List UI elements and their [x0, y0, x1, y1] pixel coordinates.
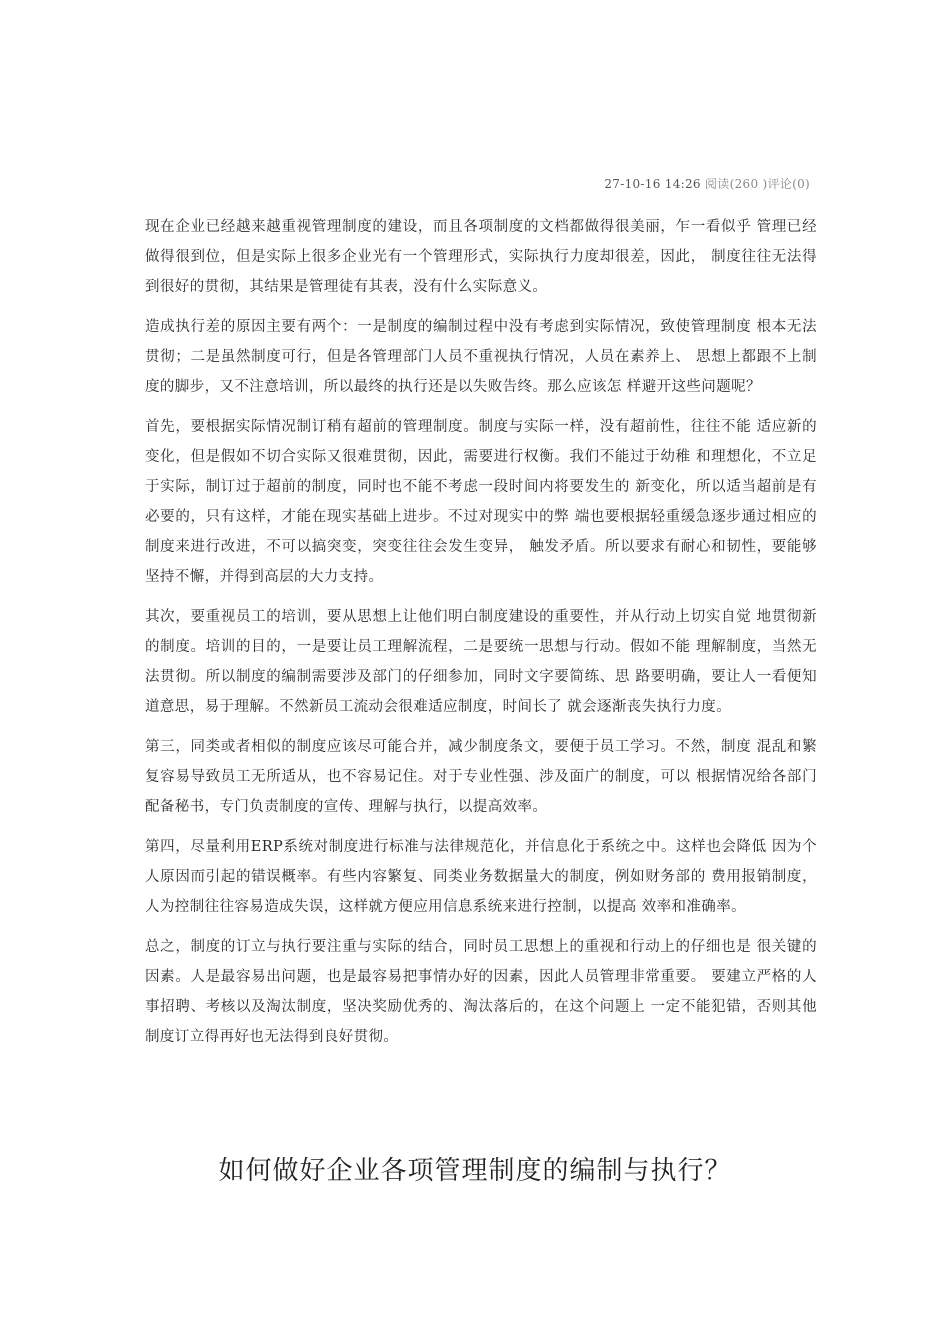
paragraph-6: 第四，尽量利用ERP系统对制度进行标准与法律规范化，并信息化于系统之中。这样也会降低 因为个人原因而引起的错误概率。有些内容繁复、同类业务数据量大的制度，例如财务部的 费用报销制度，人为控制往往容易造成失误，这样就方便应用信息系统来进行控制，以提高 效率和准确率。: [145, 839, 817, 915]
paragraph-7: 总之，制度的订立与执行要注重与实际的结合，同时员工思想上的重视和行动上的仔细也是 很关键的因素。人是最容易出问题，也是最容易把事情办好的因素，因此人员管理非常重要。 要建立严格的人事招聘、考核以及淘汰制度，坚决奖励优秀的、淘汰落后的，在这个问题上 一定不能犯错，否则其他制度订立得再好也无法得到良好贯彻。: [145, 939, 817, 1045]
comment-count: (0): [792, 177, 810, 191]
article-body: [145, 212, 817, 1062]
read-count: (260 ): [729, 177, 768, 191]
paragraph-2: 造成执行差的原因主要有两个：一是制度的编制过程中没有考虑到实际情况，致使管理制度 根本无法贯彻；二是虽然制度可行，但是各管理部门人员不重视执行情况，人员在素养上、 思想上都跟不上制度的脚步，又不注意培训，所以最终的执行还是以失败告终。那么应该怎 样避开这些问题呢？: [145, 319, 817, 395]
read-count-link[interactable]: [705, 177, 768, 191]
read-label: 阅读: [704, 177, 730, 191]
paragraph-1: 现在企业已经越来越重视管理制度的建设，而且各项制度的文档都做得很美丽，乍一看似乎 管理已经做得很到位，但是实际上很多企业光有一个管理形式，实际执行力度却很差，因此， 制度往往无法得到很好的贯彻，其结果是管理徒有其表，没有什么实际意义。: [145, 219, 817, 295]
post-datetime: 27-10-16 14:26: [604, 177, 701, 191]
paragraph-5: 第三，同类或者相似的制度应该尽可能合并，减少制度条文，要便于员工学习。不然，制度 混乱和繁复容易导致员工无所适从，也不容易记住。对于专业性强、涉及面广的制度，可以 根据情况给各部门配备秘书，专门负责制度的宣传、理解与执行，以提高效率。: [145, 739, 817, 815]
comment-count-link[interactable]: [767, 177, 810, 191]
comment-label: 评论: [767, 177, 793, 191]
paragraph-4: 其次，要重视员工的培训，要从思想上让他们明白制度建设的重要性，并从行动上切实自觉 地贯彻新的制度。培训的目的，一是要让员工理解流程，二是要统一思想与行动。假如不能 理解制度，当然无法贯彻。所以制度的编制需要涉及部门的仔细参加，同时文字要简练、思 路要明确，要让人一看便知道意思，易于理解。不然新员工流动会很难适应制度，时间长了 就会逐渐丧失执行力度。: [145, 609, 817, 715]
post-meta: [604, 175, 810, 192]
article-title: 如何做好企业各项管理制度的编制与执行？: [218, 1156, 732, 1186]
paragraph-3: 首先，要根据实际情况制订稍有超前的管理制度。制度与实际一样，没有超前性，往往不能 适应新的变化，但是假如不切合实际又很难贯彻，因此，需要进行权衡。我们不能过于幼稚 和理想化，不立足于实际，制订过于超前的制度，同时也不能不考虑一段时间内将要发生的 新变化，所以适当超前是有必要的，只有这样，才能在现实基础上进步。不过对现实中的弊 端也要根据轻重缓急逐步通过相应的制度来进行改进，不可以搞突变，突变往往会发生变异， 触发矛盾。所以要求有耐心和韧性，要能够坚持不懈，并得到高层的大力支持。: [145, 419, 817, 585]
